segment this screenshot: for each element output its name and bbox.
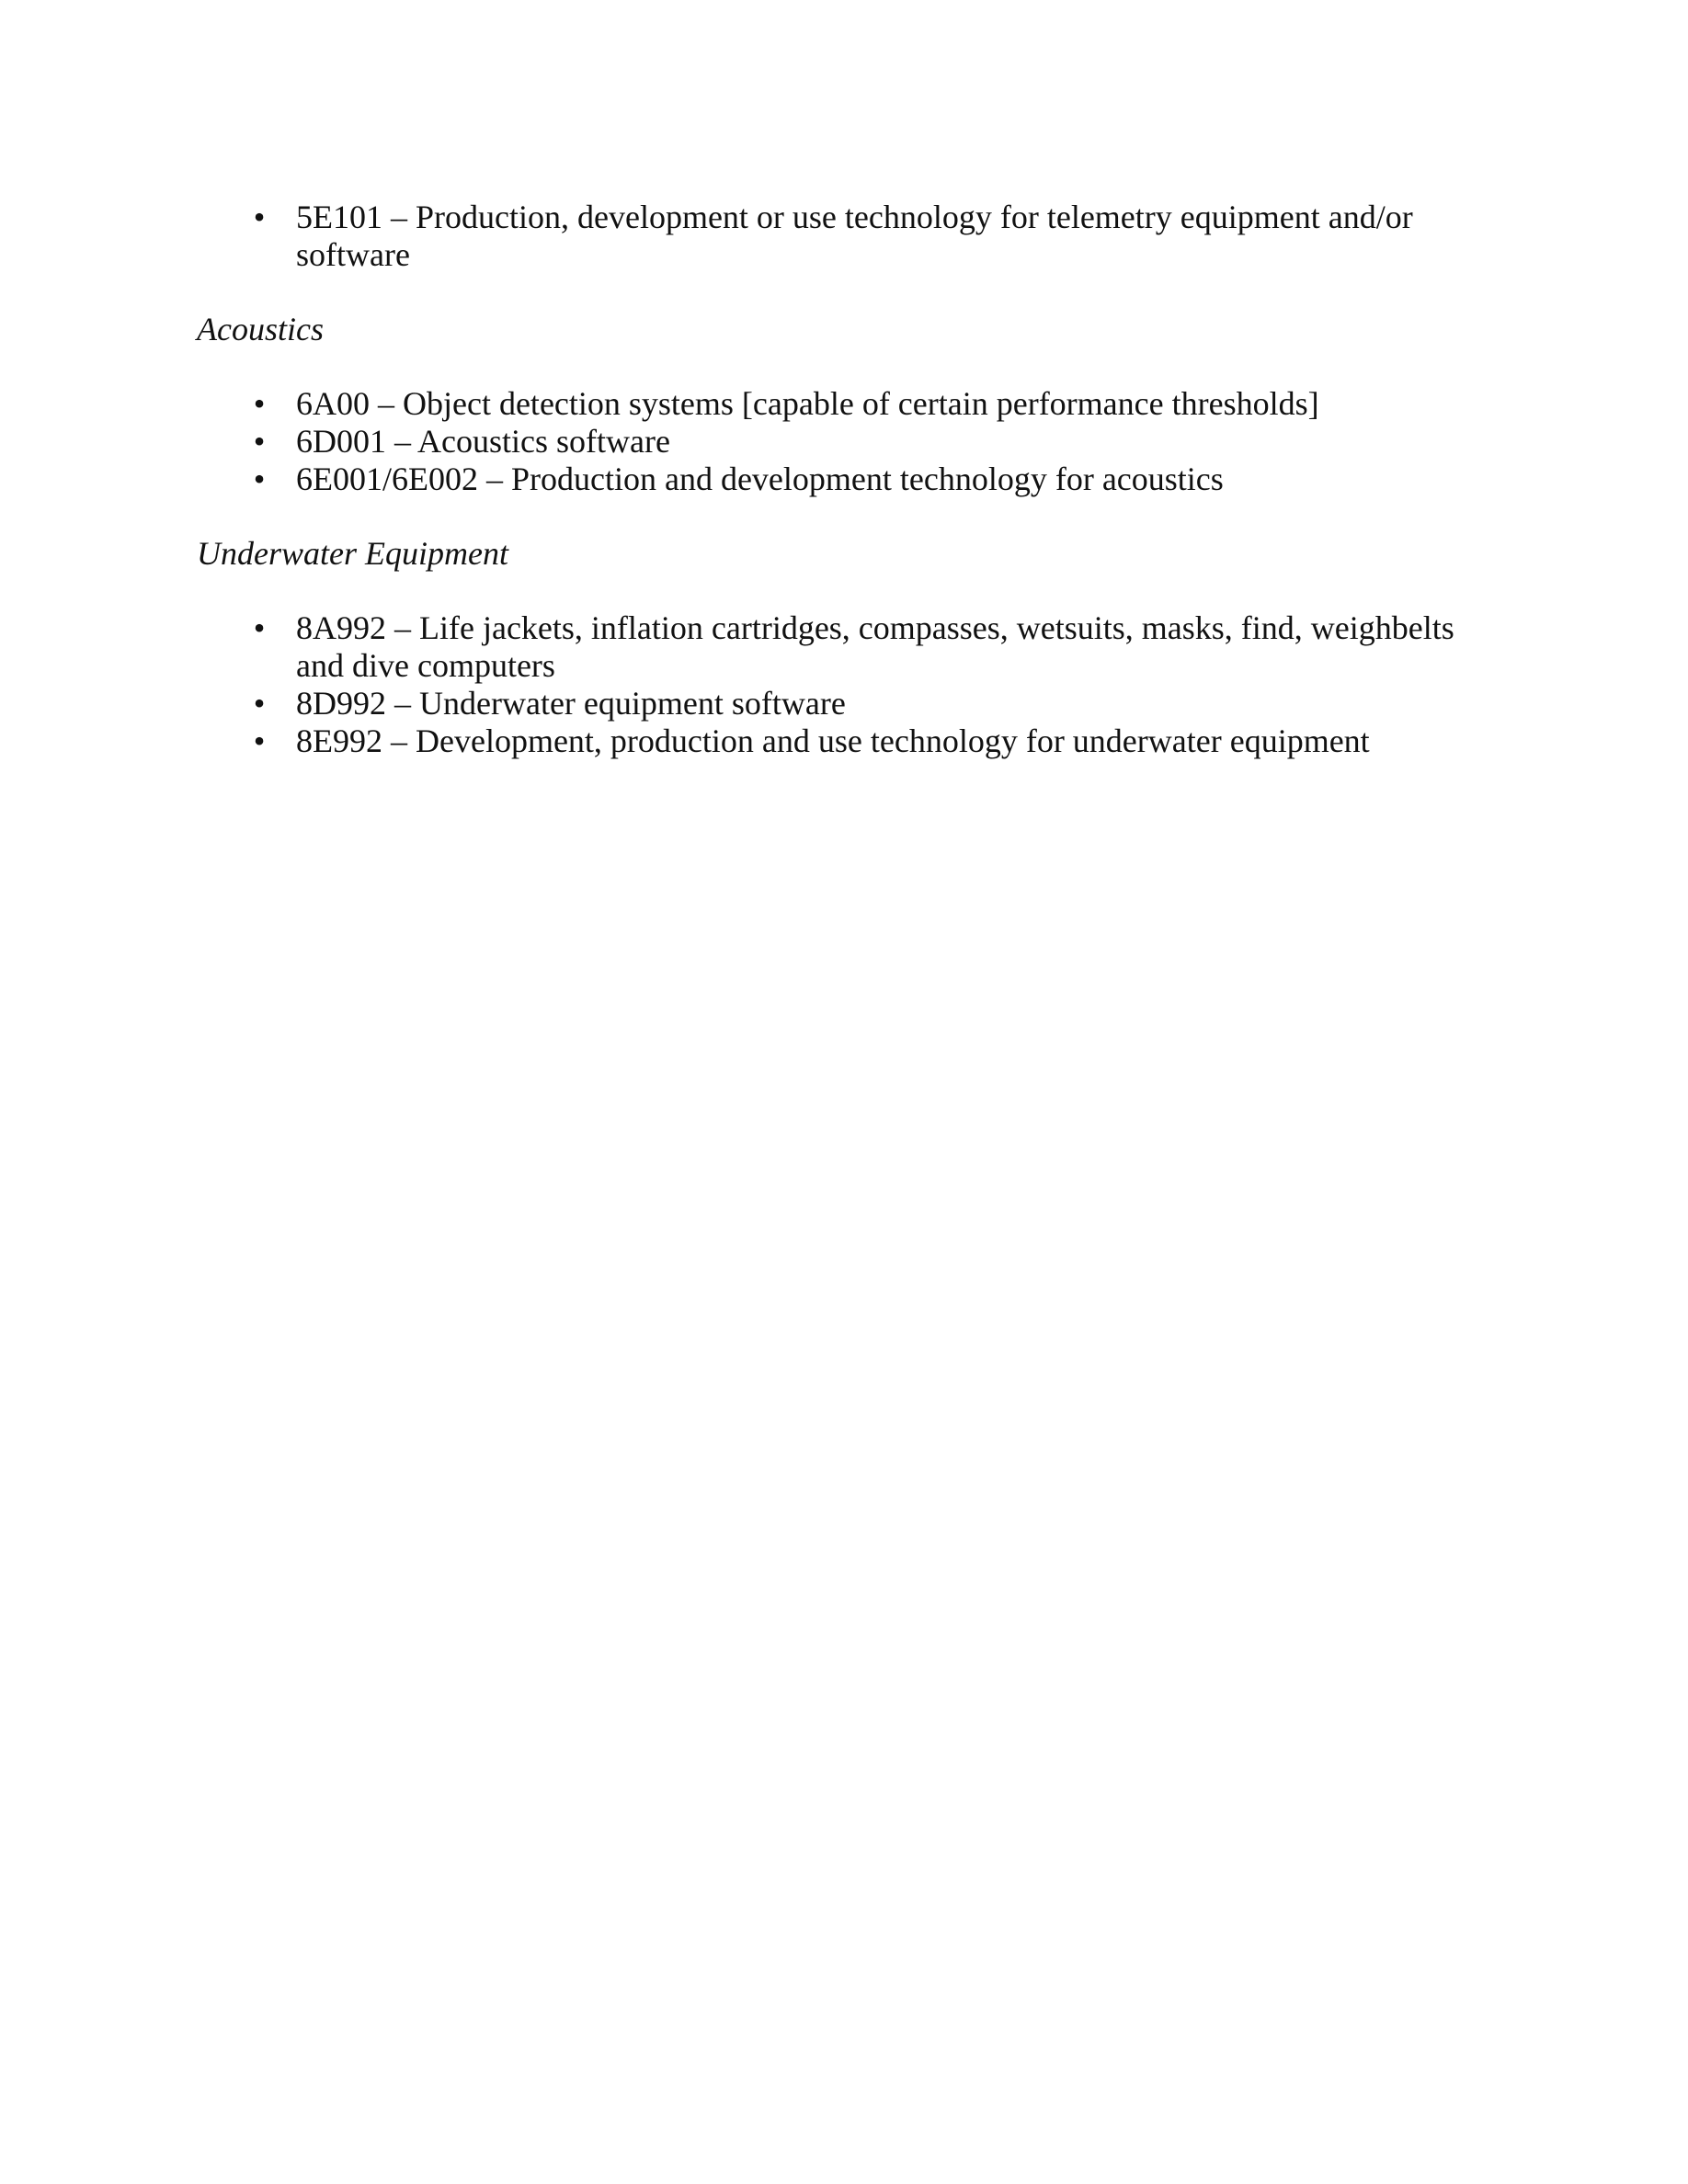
list-item bbox=[197, 385, 1502, 423]
list-item bbox=[197, 722, 1502, 760]
list-item bbox=[197, 423, 1502, 461]
underwater-bullet-list bbox=[197, 609, 1502, 760]
list-item-text: 6A00 – Object detection systems [capable of certain performance thresholds] bbox=[296, 385, 1319, 422]
list-item bbox=[197, 609, 1502, 685]
list-item bbox=[197, 685, 1502, 722]
bullet-icon: • bbox=[253, 461, 266, 497]
spacer bbox=[197, 274, 1502, 311]
bullet-icon: • bbox=[253, 722, 266, 759]
bullet-icon: • bbox=[253, 199, 266, 235]
bullet-icon: • bbox=[253, 385, 266, 422]
list-item-text: 6E001/6E002 – Production and development technology for acoustics bbox=[296, 461, 1224, 497]
list-item-text: 5E101 – Production, development or use technology for telemetry equipment and/or software bbox=[296, 199, 1413, 273]
bullet-icon: • bbox=[253, 609, 266, 646]
intro-bullet-list bbox=[197, 199, 1502, 274]
bullet-icon: • bbox=[253, 685, 266, 722]
list-item-text: 6D001 – Acoustics software bbox=[296, 423, 670, 460]
document-body bbox=[197, 199, 1502, 760]
spacer bbox=[197, 498, 1502, 535]
list-item-text: 8D992 – Underwater equipment software bbox=[296, 685, 846, 722]
acoustics-bullet-list bbox=[197, 385, 1502, 498]
spacer bbox=[197, 573, 1502, 609]
list-item bbox=[197, 461, 1502, 498]
spacer bbox=[197, 348, 1502, 385]
section-heading-acoustics: Acoustics bbox=[197, 311, 324, 347]
list-item bbox=[197, 199, 1502, 274]
list-item-text: 8A992 – Life jackets, inflation cartridges, compasses, wetsuits, masks, find, weighbelts and dive computers bbox=[296, 609, 1454, 684]
section-heading-underwater-equipment: Underwater Equipment bbox=[197, 535, 508, 572]
bullet-icon: • bbox=[253, 423, 266, 460]
list-item-text: 8E992 – Development, production and use technology for underwater equipment bbox=[296, 722, 1370, 759]
